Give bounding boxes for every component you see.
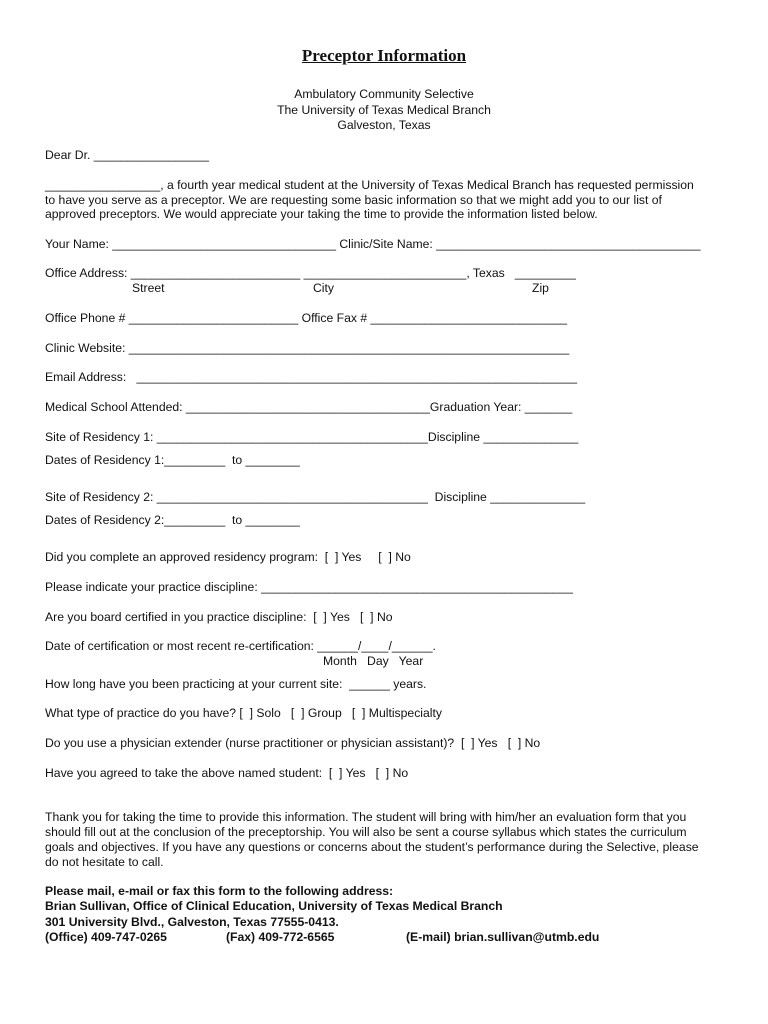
residency1-site-field[interactable]: Site of Residency 1: ________________________________________Discipline ______________: [45, 430, 579, 444]
page-title: Preceptor Information: [301, 46, 467, 65]
residency2-dates-field[interactable]: Dates of Residency 2:_________ to ________: [45, 513, 300, 527]
mail-email[interactable]: (E-mail) brian.sullivan@utmb.edu: [406, 930, 600, 944]
practice-discipline-field[interactable]: Please indicate your practice discipline: ______________________________________________: [45, 580, 573, 594]
approved-residency-question[interactable]: Did you complete an approved residency program: [ ] Yes [ ] No: [45, 550, 411, 564]
address-zip-label: Zip: [532, 281, 549, 295]
intro-line-2: to have you serve as a preceptor. We are requesting some basic information so that we might add you to our list of: [45, 193, 662, 207]
subtitle-line-3: Galveston, Texas: [337, 118, 431, 132]
closing-line-4: do not hesitate to call.: [45, 855, 164, 869]
medical-school-field[interactable]: Medical School Attended: ____________________________________Graduation Year: _______: [45, 400, 573, 414]
address-city-label: City: [313, 281, 334, 295]
intro-line-3: approved preceptors. We would appreciate your taking the time to provide the information listed below.: [45, 207, 598, 221]
subtitle-line-1: Ambulatory Community Selective: [294, 87, 474, 101]
physician-extender-question[interactable]: Do you use a physician extender (nurse practitioner or physician assistant)? [ ] Yes [ ] No: [45, 736, 541, 750]
practice-type-question[interactable]: What type of practice do you have? [ ] Solo [ ] Group [ ] Multispecialty: [45, 706, 442, 720]
certification-date-field[interactable]: Date of certification or most recent re-certification: ______/____/______.: [45, 639, 436, 653]
intro-line-1: _________________, a fourth year medical student at the University of Texas Medical Branch has requested permission: [45, 178, 694, 192]
mail-name-line: Brian Sullivan, Office of Clinical Education, University of Texas Medical Branch: [45, 899, 503, 913]
mail-fax: (Fax) 409-772-6565: [226, 930, 335, 944]
your-name-field[interactable]: Your Name: _________________________________ Clinic/Site Name: _______________________________________: [45, 237, 701, 251]
closing-line-1: Thank you for taking the time to provide this information. The student will bring with him/her an evaluation form that you: [45, 810, 687, 824]
mail-address-line: 301 University Blvd., Galveston, Texas 77555-0413.: [45, 915, 339, 929]
closing-line-3: goals and objectives. If you have any questions or concerns about the student’s performance during the Selective, please: [45, 840, 699, 854]
residency1-dates-field[interactable]: Dates of Residency 1:_________ to ________: [45, 453, 300, 467]
office-address-field[interactable]: Office Address: _________________________ ________________________, Texas _________: [45, 266, 576, 280]
office-phone-field[interactable]: Office Phone # _________________________ Office Fax # _____________________________: [45, 311, 568, 325]
address-street-label: Street: [132, 281, 165, 295]
email-address-field[interactable]: Email Address: _________________________________________________________________: [45, 370, 578, 384]
certification-date-labels: Month Day Year: [323, 654, 424, 668]
residency2-site-field[interactable]: Site of Residency 2: ________________________________________ Discipline ______________: [45, 490, 586, 504]
years-practicing-field[interactable]: How long have you been practicing at your current site: ______ years.: [45, 677, 427, 691]
mail-heading: Please mail, e-mail or fax this form to the following address:: [45, 884, 394, 898]
board-certified-question[interactable]: Are you board certified in you practice discipline: [ ] Yes [ ] No: [45, 610, 393, 624]
clinic-website-field[interactable]: Clinic Website: _________________________________________________________________: [45, 341, 570, 355]
closing-line-2: should fill out at the conclusion of the preceptorship. You will also be sent a course syllabus which states the curriculum: [45, 825, 687, 839]
mail-office-phone: (Office) 409-747-0265: [45, 930, 167, 944]
agreed-student-question[interactable]: Have you agreed to take the above named student: [ ] Yes [ ] No: [45, 766, 409, 780]
salutation[interactable]: Dear Dr. _________________: [45, 148, 209, 162]
subtitle-line-2: The University of Texas Medical Branch: [277, 103, 491, 117]
